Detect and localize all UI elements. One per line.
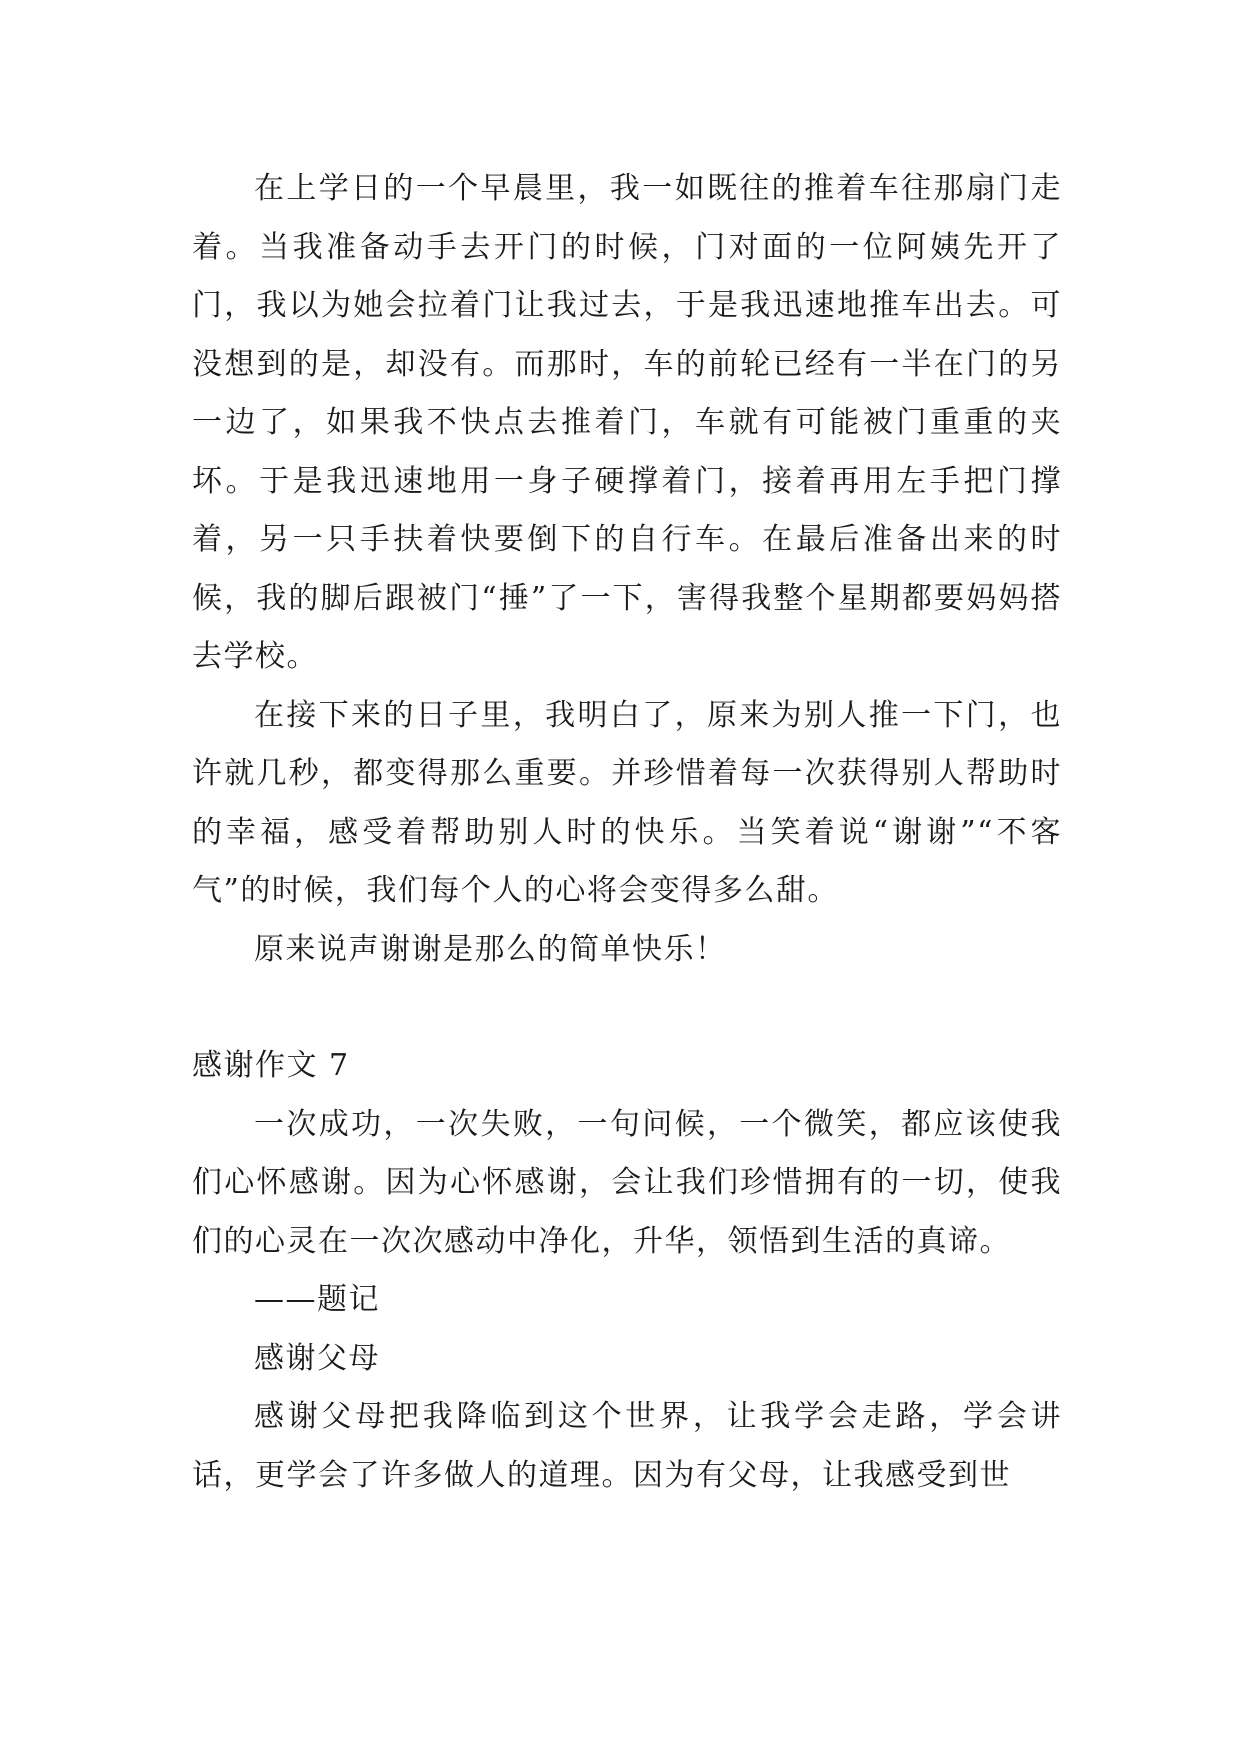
paragraph-conclusion: 原来说声谢谢是那么的简单快乐！	[254, 931, 727, 967]
paragraph-epigraph-note: ——题记	[254, 1282, 380, 1317]
section-title: 感谢作文 7	[192, 1048, 350, 1083]
paragraph-intro: 一次成功，一次失败，一句问候，一个微笑，都应该使我们心怀感谢。因为心怀感谢，会让我们珍惜拥有的一切，使我们的心灵在一次次感动中净化，升华，领悟到生活的真谛。	[192, 1106, 1062, 1259]
paragraph-realization: 在接下来的日子里，我明白了，原来为别人推一下门，也许就几秒，都变得那么重要。并珍惜着每一次获得别人帮助时的幸福，感受着帮助别人时的快乐。当笑着说“谢谢”“不客气”的时候，我们每个人的心将会变得多么甜。	[192, 697, 1062, 908]
paragraph-subtitle: 感谢父母	[254, 1340, 380, 1376]
paragraph-door-story: 在上学日的一个早晨里，我一如既往的推着车往那扇门走着。当我准备动手去开门的时候，门对面的一位阿姨先开了门，我以为她会拉着门让我过去，于是我迅速地推车出去。可没想到的是，却没有。而那时，车的前轮已经有一半在门的另一边了，如果我不快点去推着门，车就有可能被门重重的夹坏。于是我迅速地用一身子硬撑着门，接着再用左手把门撑着，另一只手扶着快要倒下的自行车。在最后准备出来的时候，我的脚后跟被门“捶”了一下，害得我整个星期都要妈妈搭去学校。	[192, 171, 1062, 674]
paragraph-thank-parents: 感谢父母把我降临到这个世界，让我学会走路，学会讲话，更学会了许多做人的道理。因为有父母，让我感受到世	[192, 1399, 1062, 1493]
document-body	[192, 160, 1062, 1505]
